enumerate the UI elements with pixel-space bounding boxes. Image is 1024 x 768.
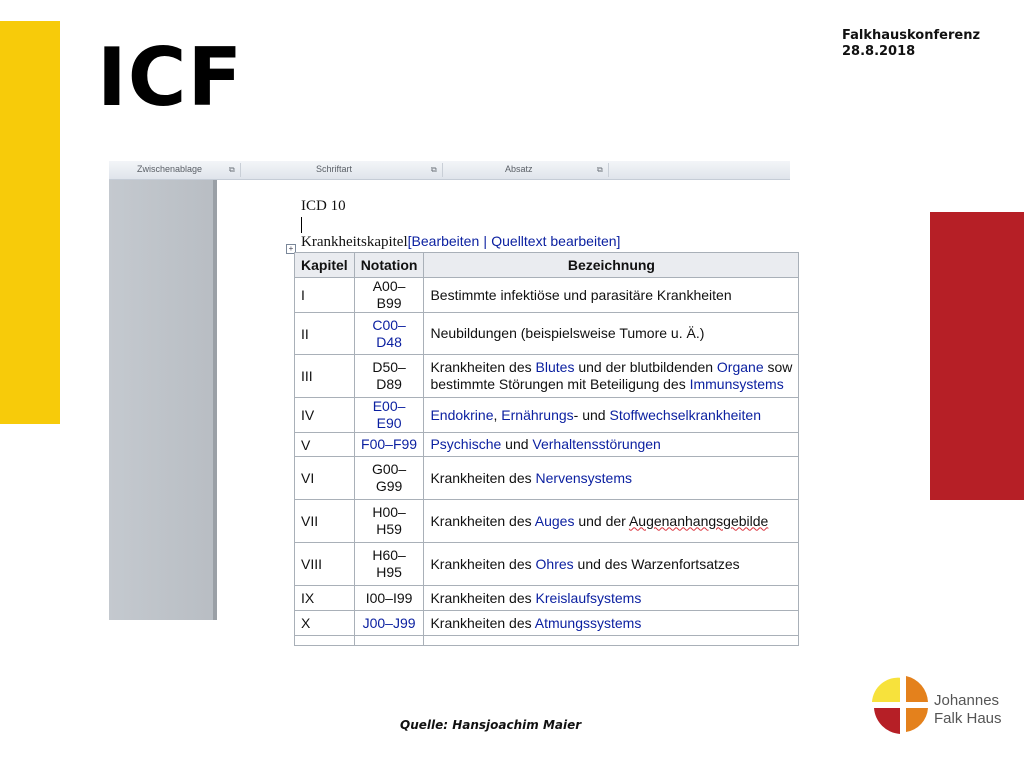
logo-orange-segment (906, 676, 928, 702)
table-row (295, 355, 799, 398)
chapter-title: Endokrine, Ernährungs- und Stoffwechselkrankheiten (424, 398, 799, 433)
document-heading: ICD 10 (301, 198, 346, 214)
table-row (295, 313, 799, 355)
table-header-row (295, 253, 799, 278)
link-kreislaufsystems[interactable]: Kreislaufsystems (535, 589, 642, 606)
chapter-notation-link[interactable]: F00–F99 (354, 433, 424, 457)
table-row (295, 543, 799, 586)
chapter-notation: H60– H95 (354, 543, 424, 586)
chapter-notation: G00– G99 (354, 457, 424, 500)
chapter-notation: D50– D89 (354, 355, 424, 398)
chapter-number: II (295, 313, 355, 355)
logo-line-1: Johannes (934, 692, 1000, 709)
chapter-number: VIII (295, 543, 355, 586)
chapter-title: Krankheiten des Auges und der Augenanhangsgebilde (424, 500, 799, 543)
table-row (295, 398, 799, 433)
column-header-kapitel: Kapitel (295, 253, 355, 278)
link-nervensystems[interactable]: Nervensystems (535, 469, 632, 486)
chapter-number: I (295, 278, 355, 313)
column-header-bezeichnung: Bezeichnung (424, 253, 799, 278)
link-atmungssystems[interactable]: Atmungssystems (534, 614, 642, 631)
chapter-number: V (295, 433, 355, 457)
chapter-notation-link[interactable]: J00–J99 (354, 611, 424, 636)
document-margin (109, 180, 217, 620)
table-move-handle-icon[interactable]: + (286, 244, 296, 254)
logo-red-segment (874, 708, 900, 734)
chapter-notation-link[interactable]: C00– D48 (354, 313, 424, 355)
logo-yellow-segment (872, 678, 902, 702)
chapter-title: Neubildungen (beispielsweise Tumore u. Ä.) (424, 313, 799, 355)
table-row (295, 457, 799, 500)
chapter-title: Krankheiten des Nervensystems (424, 457, 799, 500)
dialog-launcher-icon[interactable]: ⧉ (229, 165, 235, 174)
misspelled-word: Augenanhangsgebilde (628, 512, 769, 529)
section-heading: Krankheitskapitel[Bearbeiten | Quelltext bearbeiten] (301, 233, 621, 250)
edit-link[interactable]: Bearbeiten (411, 233, 480, 249)
source-caption: Quelle: Hansjoachim Maier (400, 718, 582, 732)
link-stoffwechselkrankheiten[interactable]: Stoffwechselkrankheiten (609, 406, 761, 423)
link-auges[interactable]: Auges (534, 512, 575, 529)
chapter-notation-link[interactable]: E00–E90 (354, 398, 424, 433)
chapter-title: Krankheiten des Blutes und der blutbildenden Organe sow bestimmte Störungen mit Beteiligung des Immunsystems (424, 355, 799, 398)
ribbon-group-paragraph[interactable]: Absatz (505, 164, 533, 174)
event-date: 28.8.2018 (842, 44, 916, 59)
chapter-notation: A00–B99 (354, 278, 424, 313)
dialog-launcher-icon[interactable]: ⧉ (597, 165, 603, 174)
ribbon-separator (240, 163, 241, 177)
icd-chapter-table (294, 252, 799, 646)
yellow-accent-bar (0, 21, 60, 424)
chapter-number: III (295, 355, 355, 398)
ribbon-separator (442, 163, 443, 177)
chapter-number: IX (295, 586, 355, 611)
link-blutes[interactable]: Blutes (535, 359, 575, 375)
section-title: Krankheitskapitel (301, 234, 408, 250)
header-info (842, 28, 980, 60)
chapter-number: VI (295, 457, 355, 500)
logo-orange-segment-lower (906, 708, 928, 732)
table-row (295, 433, 799, 457)
ribbon-separator (608, 163, 609, 177)
link-psychische[interactable]: Psychische (430, 436, 502, 452)
link-immunsystems[interactable]: Immunsystems (689, 376, 784, 392)
dialog-launcher-icon[interactable]: ⧉ (431, 165, 437, 174)
link-organe[interactable]: Organe (716, 359, 764, 375)
word-screenshot (109, 161, 793, 631)
red-accent-bar (930, 212, 1024, 500)
ribbon-group-clipboard[interactable]: Zwischenablage (137, 164, 203, 174)
table-row (295, 586, 799, 611)
table-row (295, 636, 799, 646)
text-cursor (301, 217, 302, 233)
logo-line-2: Falk Haus (934, 710, 1002, 727)
link-ohres[interactable]: Ohres (535, 555, 574, 572)
link-verhaltensstoerungen[interactable]: Verhaltensstörungen (532, 436, 661, 452)
column-header-notation: Notation (354, 253, 424, 278)
chapter-title: Krankheiten des Atmungssystems (424, 611, 799, 636)
chapter-title: Bestimmte infektiöse und parasitäre Krankheiten (424, 278, 799, 313)
table-row (295, 611, 799, 636)
chapter-title: Krankheiten des Kreislaufsystems (424, 586, 799, 611)
slide-title: ICF (97, 31, 244, 124)
chapter-notation: H00– H59 (354, 500, 424, 543)
table-row (295, 278, 799, 313)
logo-wordmark (934, 692, 1002, 728)
edit-source-link[interactable]: Quelltext bearbeiten (491, 233, 617, 249)
chapter-number: IV (295, 398, 355, 433)
chapter-number: X (295, 611, 355, 636)
ribbon-group-labels (109, 161, 790, 180)
event-name: Falkhauskonferenz (842, 28, 981, 43)
chapter-notation: I00–I99 (354, 586, 424, 611)
chapter-title: Psychische und Verhaltensstörungen (424, 433, 799, 457)
chapter-number: VII (295, 500, 355, 543)
link-endokrine[interactable]: Endokrine (430, 406, 494, 423)
table-row (295, 500, 799, 543)
chapter-title: Krankheiten des Ohres und des Warzenfortsatzes (424, 543, 799, 586)
link-ernaehrungs[interactable]: Ernährungs (501, 406, 574, 423)
ribbon-group-font[interactable]: Schriftart (316, 164, 353, 174)
